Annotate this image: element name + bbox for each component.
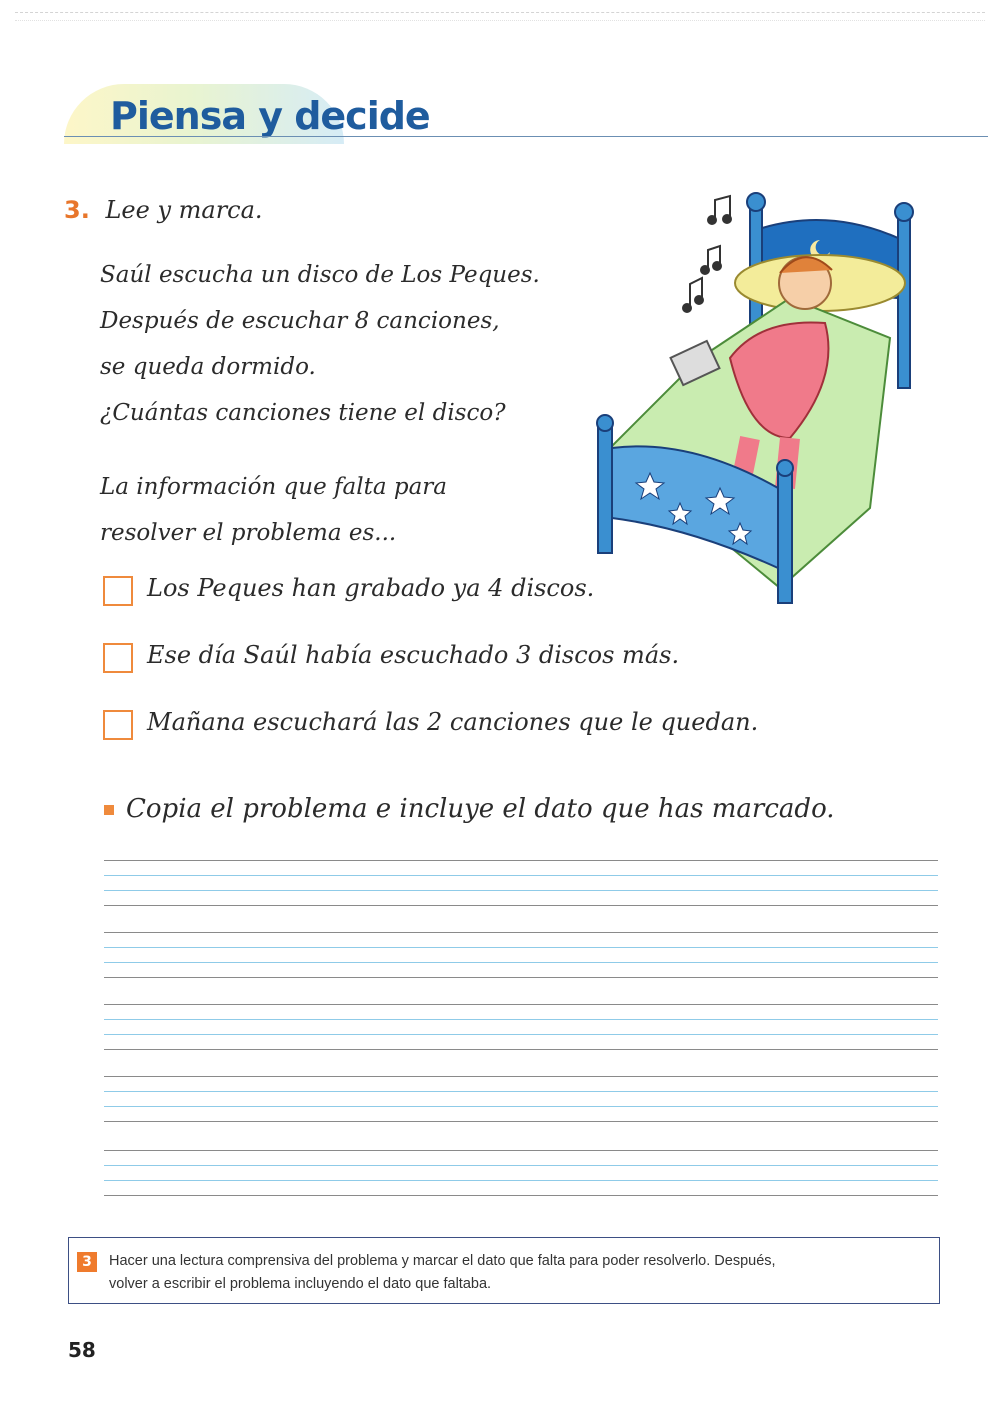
exercise-heading [64,196,263,224]
header-underline [64,136,988,137]
question-prompt [100,464,540,556]
answer-option[interactable] [103,641,903,708]
note-line: volver a escribir el problema incluyendo el dato que faltaba. [109,1276,492,1292]
option-label: Ese día Saúl había escuchado 3 discos más. [147,641,680,669]
page-number: 58 [68,1338,96,1362]
prompt-line: La información que falta para [100,474,447,500]
section-header [64,78,988,140]
problem-story [100,252,620,436]
copy-instruction-text: Copia el problema e incluye el dato que has marcado. [126,794,835,824]
writing-line[interactable] [104,1004,938,1050]
copy-instruction [104,794,835,824]
music-notes-icon [683,196,731,312]
note-number: 3 [77,1252,97,1272]
option-label: Mañana escuchará las 2 canciones que le quedan. [147,708,759,736]
bullet-square-icon [104,805,114,815]
story-line: Después de escuchar 8 canciones, [100,308,500,334]
option-checkbox[interactable] [103,643,133,673]
top-scan-rule-secondary [15,20,985,21]
section-title: Piensa y decide [110,94,430,138]
writing-line[interactable] [104,1076,938,1122]
answer-option[interactable] [103,708,903,775]
note-text [109,1250,889,1296]
teacher-note [68,1237,940,1304]
sleeping-child-in-bed-illustration [590,188,930,608]
exercise-number: 3. [64,196,90,224]
top-scan-rule [15,12,985,13]
writing-line[interactable] [104,932,938,978]
story-line: ¿Cuántas canciones tiene el disco? [100,400,506,426]
story-line: se queda dormido. [100,354,316,380]
option-checkbox[interactable] [103,576,133,606]
prompt-line: resolver el problema es... [100,520,397,546]
writing-line[interactable] [104,1150,938,1196]
exercise-instruction: Lee y marca. [105,196,263,224]
writing-line[interactable] [104,860,938,906]
option-checkbox[interactable] [103,710,133,740]
story-line: Saúl escucha un disco de Los Peques. [100,262,540,288]
option-label: Los Peques han grabado ya 4 discos. [147,574,595,602]
note-line: Hacer una lectura comprensiva del problema y marcar el dato que falta para poder resolverlo. Después, [109,1253,776,1269]
